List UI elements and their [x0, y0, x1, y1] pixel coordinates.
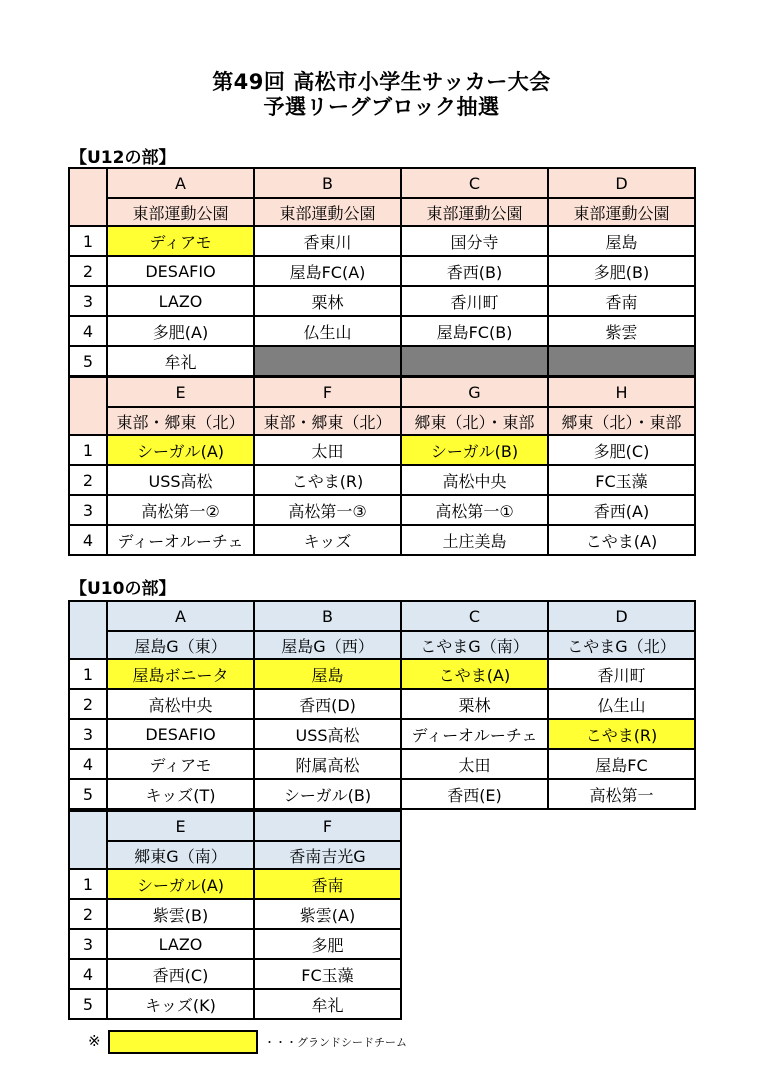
block-letter: F: [254, 377, 401, 407]
title-line-1: 第49回 高松市小学生サッカー大会: [212, 70, 551, 94]
empty-space: [548, 929, 695, 959]
block-letter: D: [548, 601, 695, 631]
team-cell: 太田: [401, 749, 548, 779]
table-row: [69, 226, 695, 256]
team-cell: 香西(A): [548, 495, 695, 525]
team-cell: シーガル(A): [107, 869, 254, 899]
empty-slot: [401, 346, 548, 376]
table-row: [69, 659, 695, 689]
row-number: 2: [69, 465, 107, 495]
team-cell: 屋島FC: [548, 749, 695, 779]
empty-space: [401, 811, 548, 841]
team-cell: こやま(A): [548, 525, 695, 555]
team-cell: 屋島ボニータ: [107, 659, 254, 689]
block-letter: A: [107, 168, 254, 198]
row-number: 4: [69, 959, 107, 989]
team-cell: シーガル(B): [254, 779, 401, 809]
empty-space: [401, 841, 548, 869]
block-letter: B: [254, 168, 401, 198]
team-cell: ディーオルーチェ: [401, 719, 548, 749]
block-letter: A: [107, 601, 254, 631]
team-cell: こやま(R): [548, 719, 695, 749]
team-cell: 高松第一: [548, 779, 695, 809]
block-venue: 屋島G（西）: [254, 631, 401, 659]
row-number: 3: [69, 495, 107, 525]
row-number: 4: [69, 525, 107, 555]
row-number: 3: [69, 929, 107, 959]
block-letter: G: [401, 377, 548, 407]
empty-space: [548, 841, 695, 869]
legend-seed-swatch: [108, 1030, 258, 1054]
team-cell: 屋島FC(B): [401, 316, 548, 346]
team-cell: 多肥(B): [548, 256, 695, 286]
empty-space: [401, 899, 548, 929]
table-row: [69, 779, 695, 809]
u12-section-label: 【U12の部】: [70, 148, 176, 168]
team-cell: DESAFIO: [107, 256, 254, 286]
team-cell: こやま(R): [254, 465, 401, 495]
block-venue: 東部・郷東（北）: [107, 407, 254, 435]
team-cell: 屋島FC(A): [254, 256, 401, 286]
team-cell: USS高松: [107, 465, 254, 495]
block-venue: 東部運動公園: [254, 198, 401, 226]
team-cell: 香西(E): [401, 779, 548, 809]
team-cell: シーガル(A): [107, 435, 254, 465]
title-line-2: 予選リーグブロック抽選: [263, 95, 500, 119]
team-cell: 多肥(A): [107, 316, 254, 346]
row-number: 5: [69, 989, 107, 1019]
row-number: 1: [69, 869, 107, 899]
legend-mark: ※: [88, 1032, 101, 1050]
empty-slot: [254, 346, 401, 376]
block-venue: こやまG（南）: [401, 631, 548, 659]
team-cell: 香西(D): [254, 689, 401, 719]
team-cell: 多肥(C): [548, 435, 695, 465]
block-letter: C: [401, 601, 548, 631]
empty-space: [401, 929, 548, 959]
block-letter: H: [548, 377, 695, 407]
team-cell: 香川町: [548, 659, 695, 689]
team-cell: 仏生山: [548, 689, 695, 719]
block-venue: 郷東（北）・東部: [548, 407, 695, 435]
table-row: [69, 869, 695, 899]
block-letter: E: [107, 811, 254, 841]
row-number: 2: [69, 256, 107, 286]
table-row: [69, 989, 695, 1019]
team-cell: 香東川: [254, 226, 401, 256]
team-cell: FC玉藻: [254, 959, 401, 989]
team-cell: 高松中央: [107, 689, 254, 719]
empty-space: [401, 959, 548, 989]
legend-text: ・・・グランドシードチーム: [264, 1036, 407, 1049]
table-row: [69, 435, 695, 465]
row-number: 4: [69, 316, 107, 346]
block-letter: F: [254, 811, 401, 841]
corner-cell: [69, 377, 107, 435]
block-letter: B: [254, 601, 401, 631]
team-cell: 香西(B): [401, 256, 548, 286]
u10-bottom-table: [68, 810, 696, 1020]
row-number: 1: [69, 659, 107, 689]
team-cell: ディアモ: [107, 226, 254, 256]
team-cell: 香南: [548, 286, 695, 316]
block-venue: こやまG（北）: [548, 631, 695, 659]
corner-cell: [69, 601, 107, 659]
block-letter: C: [401, 168, 548, 198]
team-cell: 屋島: [254, 659, 401, 689]
team-cell: キッズ(T): [107, 779, 254, 809]
block-venue: 東部運動公園: [107, 198, 254, 226]
block-venue: 郷東G（南）: [107, 841, 254, 869]
table-row: [69, 316, 695, 346]
team-cell: 太田: [254, 435, 401, 465]
block-venue: 東部運動公園: [548, 198, 695, 226]
team-cell: LAZO: [107, 929, 254, 959]
team-cell: 多肥: [254, 929, 401, 959]
table-row: [69, 959, 695, 989]
team-cell: ディアモ: [107, 749, 254, 779]
team-cell: 紫雲(B): [107, 899, 254, 929]
block-venue: 屋島G（東）: [107, 631, 254, 659]
table-row: [69, 256, 695, 286]
team-cell: 屋島: [548, 226, 695, 256]
team-cell: 仏生山: [254, 316, 401, 346]
empty-space: [548, 959, 695, 989]
row-number: 2: [69, 899, 107, 929]
team-cell: 牟礼: [107, 346, 254, 376]
table-row: [69, 899, 695, 929]
team-cell: FC玉藻: [548, 465, 695, 495]
u12-top-table: [68, 167, 696, 377]
team-cell: シーガル(B): [401, 435, 548, 465]
block-venue: 香南吉光G: [254, 841, 401, 869]
table-row: [69, 719, 695, 749]
empty-space: [401, 989, 548, 1019]
empty-slot: [548, 346, 695, 376]
row-number: 5: [69, 346, 107, 376]
team-cell: 高松中央: [401, 465, 548, 495]
team-cell: 土庄美島: [401, 525, 548, 555]
block-venue: 東部運動公園: [401, 198, 548, 226]
empty-space: [401, 869, 548, 899]
team-cell: こやま(A): [401, 659, 548, 689]
team-cell: 高松第一②: [107, 495, 254, 525]
team-cell: 高松第一①: [401, 495, 548, 525]
team-cell: 高松第一③: [254, 495, 401, 525]
team-cell: ディーオルーチェ: [107, 525, 254, 555]
team-cell: キッズ: [254, 525, 401, 555]
team-cell: 香西(C): [107, 959, 254, 989]
table-row: [69, 749, 695, 779]
u12-bottom-table: [68, 376, 696, 556]
row-number: 1: [69, 435, 107, 465]
u10-top-table: [68, 600, 696, 810]
block-venue: 東部・郷東（北）: [254, 407, 401, 435]
team-cell: 栗林: [401, 689, 548, 719]
team-cell: LAZO: [107, 286, 254, 316]
table-row: [69, 346, 695, 376]
team-cell: 紫雲(A): [254, 899, 401, 929]
empty-space: [548, 899, 695, 929]
team-cell: 栗林: [254, 286, 401, 316]
row-number: 4: [69, 749, 107, 779]
row-number: 3: [69, 286, 107, 316]
team-cell: 香南: [254, 869, 401, 899]
row-number: 5: [69, 779, 107, 809]
team-cell: 紫雲: [548, 316, 695, 346]
row-number: 3: [69, 719, 107, 749]
team-cell: キッズ(K): [107, 989, 254, 1019]
table-row: [69, 495, 695, 525]
table-row: [69, 465, 695, 495]
corner-cell: [69, 811, 107, 869]
corner-cell: [69, 168, 107, 226]
team-cell: USS高松: [254, 719, 401, 749]
team-cell: 牟礼: [254, 989, 401, 1019]
table-row: [69, 525, 695, 555]
row-number: 1: [69, 226, 107, 256]
table-row: [69, 689, 695, 719]
block-letter: E: [107, 377, 254, 407]
row-number: 2: [69, 689, 107, 719]
empty-space: [548, 811, 695, 841]
block-venue: 郷東（北）・東部: [401, 407, 548, 435]
table-row: [69, 929, 695, 959]
empty-space: [548, 869, 695, 899]
block-letter: D: [548, 168, 695, 198]
team-cell: DESAFIO: [107, 719, 254, 749]
team-cell: 国分寺: [401, 226, 548, 256]
team-cell: 香川町: [401, 286, 548, 316]
team-cell: 附属高松: [254, 749, 401, 779]
empty-space: [548, 989, 695, 1019]
u10-section-label: 【U10の部】: [70, 579, 176, 599]
table-row: [69, 286, 695, 316]
